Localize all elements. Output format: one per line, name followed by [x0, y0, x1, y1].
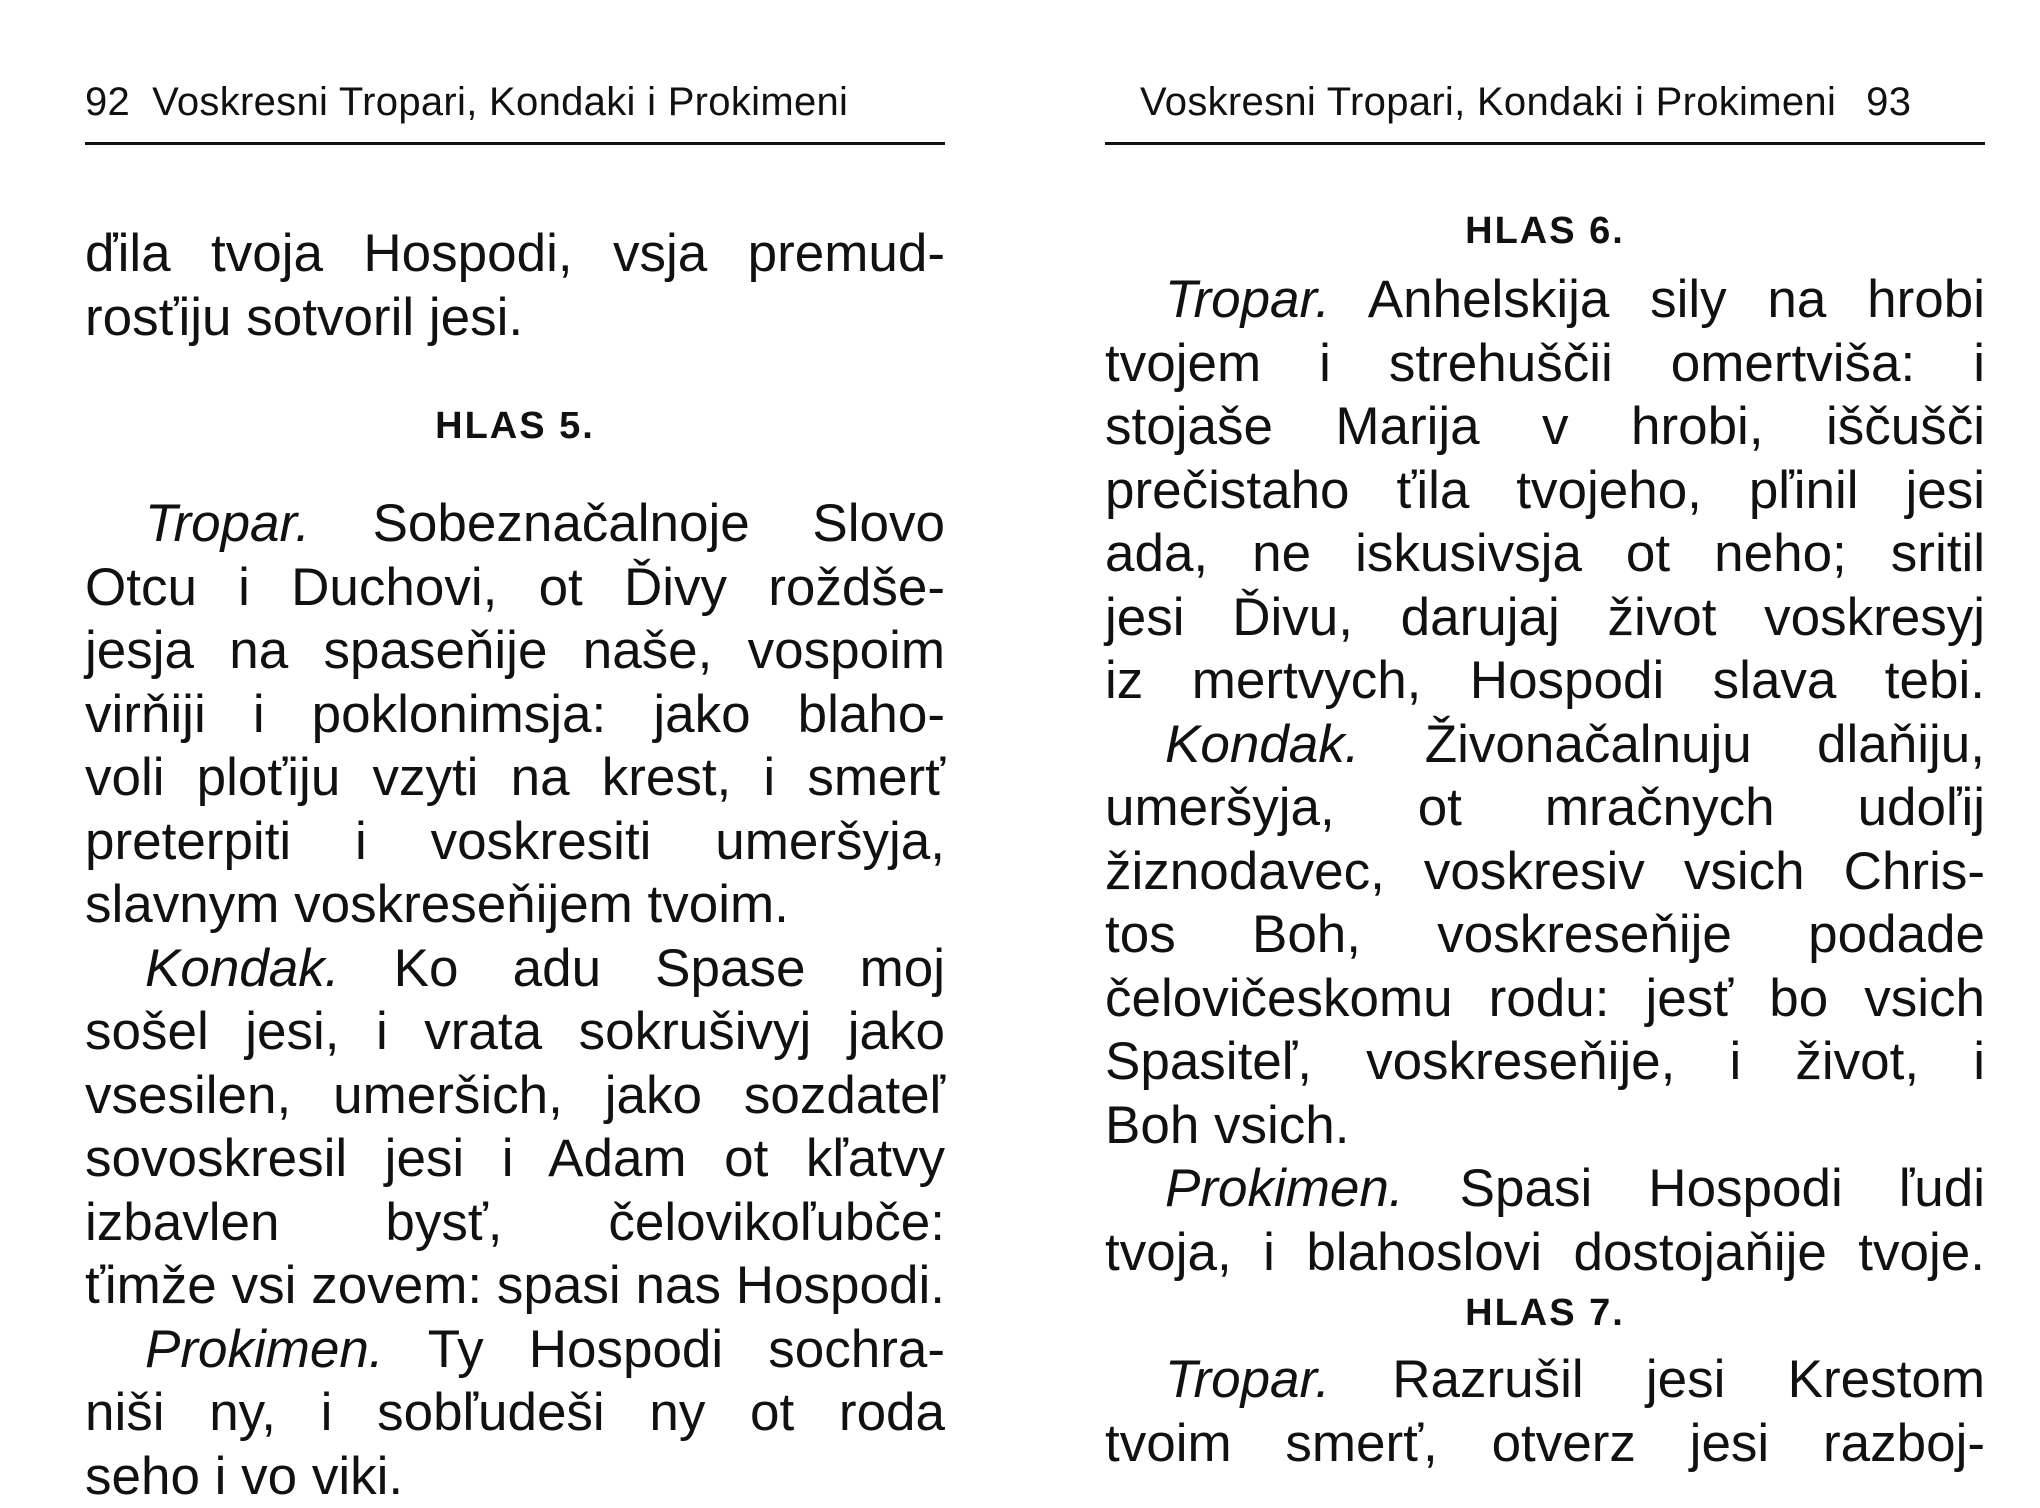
tropar-line: Otcu i Duchovi, ot Ďivy roždše- — [85, 556, 945, 620]
kondak-line: izbavlen bysť, čelovikoľubče: — [85, 1191, 945, 1255]
tropar-line: voli ploťiju vzyti na krest, i smerť — [85, 746, 945, 810]
running-title: Voskresni Tropari, Kondaki i Prokimeni — [1140, 80, 1836, 124]
kondak-line: vsesilen, umeršich, jako sozdateľ — [85, 1064, 945, 1128]
tropar-line: tvojem i strehuščii omertviša: i — [1105, 332, 1985, 396]
tropar-line: Tropar. Anhelskija sily na hrobi — [1105, 268, 1985, 332]
page-number: 93 — [1866, 80, 1911, 124]
kondak-line: čelovičeskomu rodu: jesť bo vsich — [1105, 967, 1985, 1031]
running-title: Voskresni Tropari, Kondaki i Prokimeni — [152, 80, 848, 124]
section-heading-hlas-5: HLAS 5. — [85, 407, 945, 445]
kondak-line: Kondak. Živonačalnuju dlaňiju, — [1105, 713, 1985, 777]
prokimen-line: Prokimen. Spasi Hospodi ľudi — [1105, 1157, 1985, 1221]
kondak-label: Kondak. — [145, 939, 339, 998]
kondak-line: tos Boh, voskreseňije podade — [1105, 903, 1985, 967]
text-line: rosťiju sotvoril jesi. — [85, 286, 945, 350]
header-rule — [85, 142, 945, 145]
tropar-line: ada, ne iskusivsja ot neho; sritil — [1105, 522, 1985, 586]
kondak-line: Boh vsich. — [1105, 1094, 1985, 1158]
tropar-label: Tropar. — [1165, 270, 1330, 329]
right-page-header — [1140, 78, 1911, 126]
tropar-line: Tropar. Razrušil jesi Krestom — [1105, 1348, 1985, 1412]
tropar-label: Tropar. — [1165, 1350, 1330, 1409]
tropar-line: preterpiti i voskresiti umeršyja, — [85, 810, 945, 874]
kondak-line: žiznodavec, voskresiv vsich Chris- — [1105, 840, 1985, 904]
section-heading-hlas-6: HLAS 6. — [1105, 212, 1985, 250]
tropar-line: slavnym voskreseňijem tvoim. — [85, 873, 945, 937]
tropar-label: Tropar. — [145, 494, 310, 553]
kondak-line: sovoskresil jesi i Adam ot kľatvy — [85, 1127, 945, 1191]
tropar-line: jesi Ďivu, darujaj život voskresyj — [1105, 586, 1985, 650]
left-body-text — [85, 222, 945, 1508]
kondak-line: Spasiteľ, voskreseňije, i život, i — [1105, 1030, 1985, 1094]
page-number: 92 — [85, 80, 130, 124]
kondak-line: ťimže vsi zovem: spasi nas Hospodi. — [85, 1254, 945, 1318]
left-page-header — [85, 78, 848, 126]
section-heading-hlas-7: HLAS 7. — [1105, 1294, 1985, 1332]
tropar-line: jesja na spaseňije naše, vospoim — [85, 619, 945, 683]
right-body-text — [1105, 208, 1985, 1475]
left-page — [0, 0, 1010, 1500]
text-line: ďila tvoja Hospodi, vsja premud- — [85, 222, 945, 286]
prokimen-line: niši ny, i sobľudeši ny ot roda — [85, 1381, 945, 1445]
kondak-line: sošel jesi, i vrata sokrušivyj jako — [85, 1000, 945, 1064]
tropar-line: Tropar. Sobeznačalnoje Slovo — [85, 492, 945, 556]
tropar-line: stojaše Marija v hrobi, iščušči — [1105, 395, 1985, 459]
prokimen-label: Prokimen. — [145, 1320, 384, 1379]
prokimen-line: tvoja, i blahoslovi dostojaňije tvoje. — [1105, 1221, 1985, 1285]
tropar-line: tvoim smerť, otverz jesi razboj- — [1105, 1412, 1985, 1476]
kondak-line: umeršyja, ot mračnych udoľij — [1105, 776, 1985, 840]
kondak-label: Kondak. — [1165, 715, 1359, 774]
header-rule — [1105, 142, 1985, 145]
kondak-line: Kondak. Ko adu Spase moj — [85, 937, 945, 1001]
prokimen-line: Prokimen. Ty Hospodi sochra- — [85, 1318, 945, 1382]
right-page — [1010, 0, 2040, 1500]
prokimen-line: seho i vo viki. — [85, 1445, 945, 1508]
tropar-line: virňiji i poklonimsja: jako blaho- — [85, 683, 945, 747]
tropar-line: prečistaho ťila tvojeho, pľinil jesi — [1105, 459, 1985, 523]
tropar-line: iz mertvych, Hospodi slava tebi. — [1105, 649, 1985, 713]
prokimen-label: Prokimen. — [1165, 1159, 1404, 1218]
